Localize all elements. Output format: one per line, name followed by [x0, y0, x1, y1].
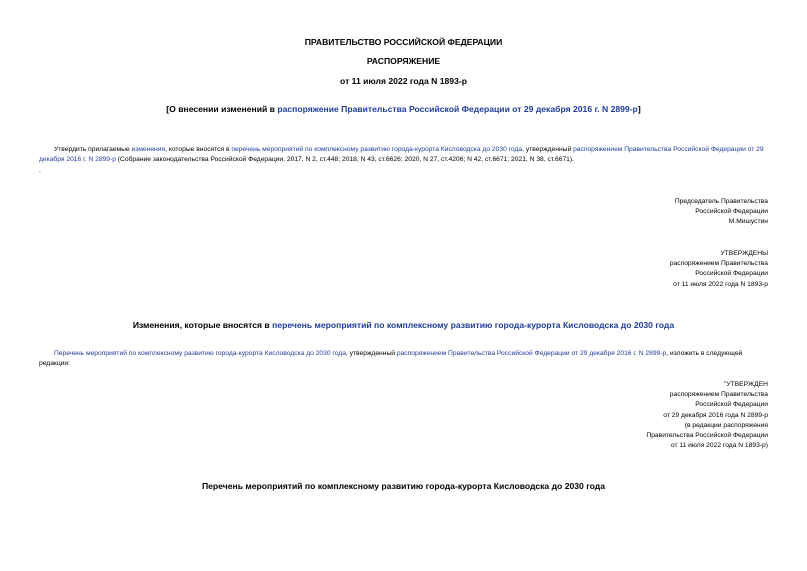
approved2-line-6: Правительства Российской Федерации — [646, 432, 768, 440]
list-heading: Перечень мероприятий по комплексному развитию города-курорта Кисловодска до 2030 года — [201, 481, 606, 491]
signature-block — [675, 197, 768, 228]
approved2-line-2: распоряжением Правительства — [669, 391, 768, 399]
signature-line-1: Председатель Правительства — [674, 198, 768, 205]
document-title — [0, 104, 807, 114]
changes-heading — [0, 320, 807, 330]
p1-link-list[interactable]: перечень мероприятий по комплексному развитию города-курорта Кисловодска до 2030 года — [231, 146, 523, 153]
approved2-line-5: (в редакции распоряжения — [684, 421, 768, 429]
p1-link-changes[interactable]: изменения — [131, 146, 166, 153]
title-suffix: ] — [637, 104, 641, 114]
title-link-decree-2899[interactable]: распоряжение Правительства Российской Федерации от 29 декабря 2016 г. N 2899-р — [277, 104, 638, 114]
p1-text-1: Утвердить прилагаемые — [54, 146, 132, 153]
approved1-line-4: от 11 июля 2022 года N 1893-р — [673, 280, 768, 288]
document-type: РАСПОРЯЖЕНИЕ — [366, 56, 441, 66]
p2-text-1: , утвержденный — [345, 350, 397, 357]
changes-heading-prefix: Изменения, которые вносятся в — [132, 320, 273, 330]
p1-text-2: , которые вносятся в — [165, 146, 232, 153]
approved-stamp-2 — [646, 380, 768, 451]
signature-name: М.Мишустин — [728, 218, 768, 226]
p2-link-list[interactable]: Перечень мероприятий по комплексному развитию города-курорта Кисловодска до 2030 года — [54, 350, 346, 357]
document-date-number: от 11 июля 2022 года N 1893-р — [340, 76, 467, 86]
title-prefix: [О внесении изменений в — [166, 104, 278, 114]
approved1-line-3: Российской Федерации — [695, 270, 768, 278]
p1-link-decree[interactable]: распоряжением Правительства Российской Федерации от 29 декабря 2016 г. N 2899-р — [39, 146, 764, 164]
p2-text-2: , изложить в следующей редакции: — [39, 350, 743, 368]
signature-line-2: Российской Федерации — [695, 208, 768, 216]
approved-stamp-1 — [670, 249, 768, 290]
approved1-line-1: УТВЕРЖДЕНЫ — [720, 250, 768, 257]
p1-text-4: (Собрание законодательства Российской Федерации, 2017, N 2, ст.448; 2018, N 43, ст.6626; 2020, N 27, ст.4206; N 42, ст.6671; 2021, N 38, ст.6671). — [115, 156, 574, 164]
approved1-line-2: распоряжением Правительства — [669, 260, 768, 268]
approved2-line-7: от 11 июля 2022 года N 1893-р) — [670, 442, 768, 450]
changes-heading-link[interactable]: перечень мероприятий по комплексному развитию города-курорта Кисловодска до 2030 года — [272, 320, 675, 330]
paragraph-approve — [39, 145, 768, 165]
approved2-line-1: "УТВЕРЖДЕН — [723, 381, 768, 388]
approved2-line-3: Российской Федерации — [695, 401, 768, 409]
p2-link-decree[interactable]: распоряжением Правительства Российской Федерации от 29 декабря 2016 г. N 2899-р — [396, 350, 667, 357]
stray-dot: . — [39, 167, 41, 174]
p1-text-3: , утвержденный — [522, 146, 574, 153]
approved2-line-4: от 29 декабря 2016 года N 2899-р — [663, 411, 768, 419]
government-header: ПРАВИТЕЛЬСТВО РОССИЙСКОЙ ФЕДЕРАЦИИ — [304, 37, 503, 47]
paragraph-redaction — [39, 349, 768, 369]
